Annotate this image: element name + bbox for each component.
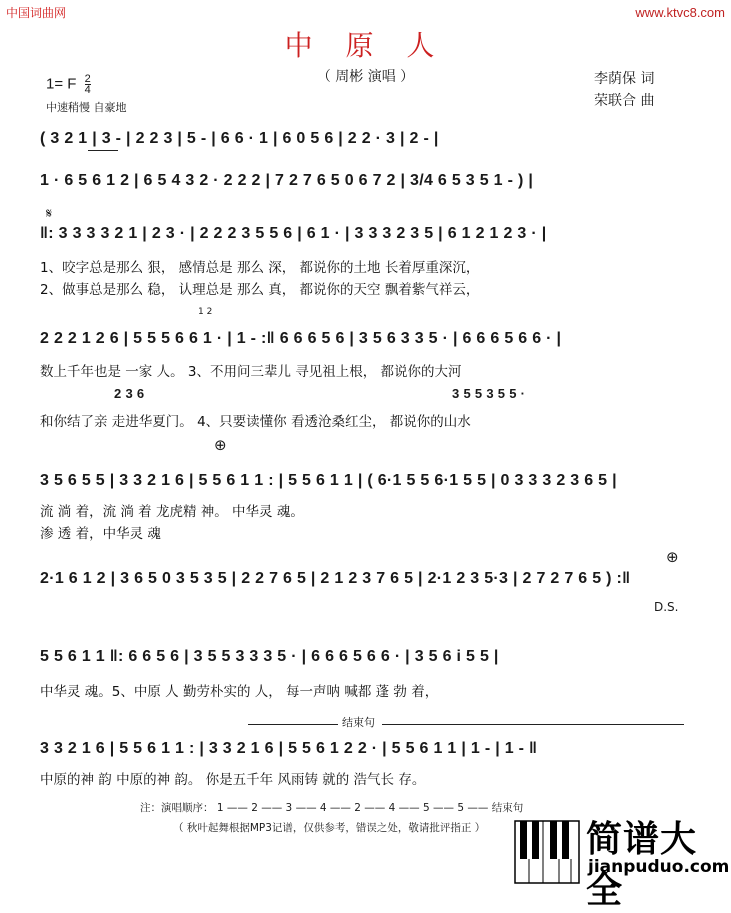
time-bottom: 4: [84, 84, 91, 96]
ending-bracket-right: [382, 724, 684, 725]
alt-notes-3553: 3 5 5 3 5 5 ·: [452, 386, 526, 401]
lyric-row-3a: 1、咬字总是那么 狠， 感情总是 那么 深， 都说你的土地 长着厚重深沉，: [40, 260, 480, 276]
lyric-row-4b: 和你结了亲 走进华夏门。 4、只要读懂你 看透沧桑红尘， 都说你的山水: [40, 414, 471, 430]
singer-credit: （ 周彬 演唱 ）: [316, 69, 415, 85]
composer-credit: 荣联合 曲: [594, 93, 655, 109]
ending-label: 结束句: [342, 716, 375, 729]
coda-icon-2: ⊕: [666, 548, 679, 566]
singing-order-sequence: 1 —— 2 —— 3 —— 4 —— 2 —— 4 —— 5 —— 5 —— 结束句: [216, 802, 524, 814]
site-logo[interactable]: [514, 807, 730, 911]
lyric-row-5a: 流 淌 着，流 淌 着 龙虎精 神。 中华灵 魂。: [40, 504, 304, 520]
beam-line: [88, 150, 118, 151]
score-row-3: ‖: 3 3 3 3 2 1 | 2 3 · | 2 2 2 3 5 5 6 | 6 1 · | 3 3 3 2 3 5 | 6 1 2 1 2 3 · |: [40, 225, 547, 242]
ending-bracket-left: [248, 724, 338, 725]
score-row-5: 3 5 6 5 5 | 3 3 2 1 6 | 5 5 6 1 1 : | 5 5 6 1 1 | ( 6·1 5 5 6·1 5 5 | 0 3 3 3 2 3 6 5 |: [40, 472, 617, 489]
lyricist-credit: 李荫保 词: [594, 71, 655, 87]
site-url-right[interactable]: www.ktvc8.com: [635, 5, 725, 20]
score-row-1: ( 3 2 1 | 3 - | 2 2 3 | 5 - | 6 6 · 1 | 6 0 5 6 | 2 2 · 3 | 2 - |: [40, 130, 439, 147]
lyric-row-5b: 渗 透 着，中华灵 魂: [40, 526, 161, 542]
singing-order: [140, 800, 523, 815]
logo-url: jianpuduo.com: [588, 857, 730, 877]
score-row-4: 2 2 2 1 2 6 | 5 5 5 6 6 1 · | 1 - :‖ 6 6 6 5 6 | 3 5 6 3 3 5 · | 6 6 6 5 6 6 · |: [40, 330, 562, 347]
score-row-8: 3 3 2 1 6 | 5 5 6 1 1 : | 3 3 2 1 6 | 5 5 6 1 2 2 · | 5 5 6 1 1 | 1 - | 1 - ‖: [40, 740, 538, 757]
lyric-row-4a: 数上千年也是 一家 人。 3、不用问三辈儿 寻见祖上根， 都说你的大河: [40, 364, 462, 380]
time-top: 2: [84, 73, 91, 85]
segno-icon: 𝄋: [46, 206, 53, 222]
score-row-6: 2·1 6 1 2 | 3 6 5 0 3 5 3 5 | 2 2 7 6 5 | 2 1 2 3 7 6 5 | 2·1 2 3 5·3 | 2 7 2 7 6 5 ) :‖: [40, 570, 631, 587]
score-row-2: 1 · 6 5 6 1 2 | 6 5 4 3 2 · 2 2 2 | 7 2 7 6 5 0 6 7 2 | 3/4 6 5 3 5 1 - ) |: [40, 172, 534, 189]
piano-keys-icon: [514, 807, 580, 885]
lyric-row-3b: 2、做事总是那么 稳， 认理总是 那么 真， 都说你的天空 飘着紫气祥云，: [40, 282, 480, 298]
alt-notes-236: 2 3 6: [114, 386, 145, 401]
lyric-row-7: 中华灵 魂。5、中原 人 勤劳朴实的 人， 每一声呐 喊都 蓬 勃 着，: [40, 684, 439, 700]
time-signature: [85, 74, 91, 95]
coda-icon: ⊕: [214, 436, 227, 454]
site-name-left[interactable]: 中国词曲网: [6, 6, 67, 20]
song-title: 中 原 人: [284, 29, 447, 62]
score-row-7: 5 5 6 1 1 ‖: 6 6 5 6 | 3 5 5 3 3 3 5 · | 6 6 6 5 6 6 · | 3 5 6 i 5 5 |: [40, 648, 499, 665]
transcription-note: （ 秋叶起舞根据MP3记谱，仅供参考，错误之处，敬请批评指正 ）: [173, 822, 486, 834]
singing-order-label: 注：演唱顺序：: [140, 802, 214, 814]
key-signature: [46, 74, 91, 95]
lyric-row-8: 中原的神 韵 中原的神 韵。 你是五千年 风雨铸 就的 浩气长 存。: [40, 772, 426, 788]
logo-text: 简谱大全: [586, 819, 698, 911]
volta-number: 1 2: [198, 307, 213, 317]
key-label: 1= F: [46, 75, 77, 93]
tempo-marking: 中速稍慢 自豪地: [46, 101, 127, 114]
dal-segno-mark: D.S.: [654, 600, 679, 614]
